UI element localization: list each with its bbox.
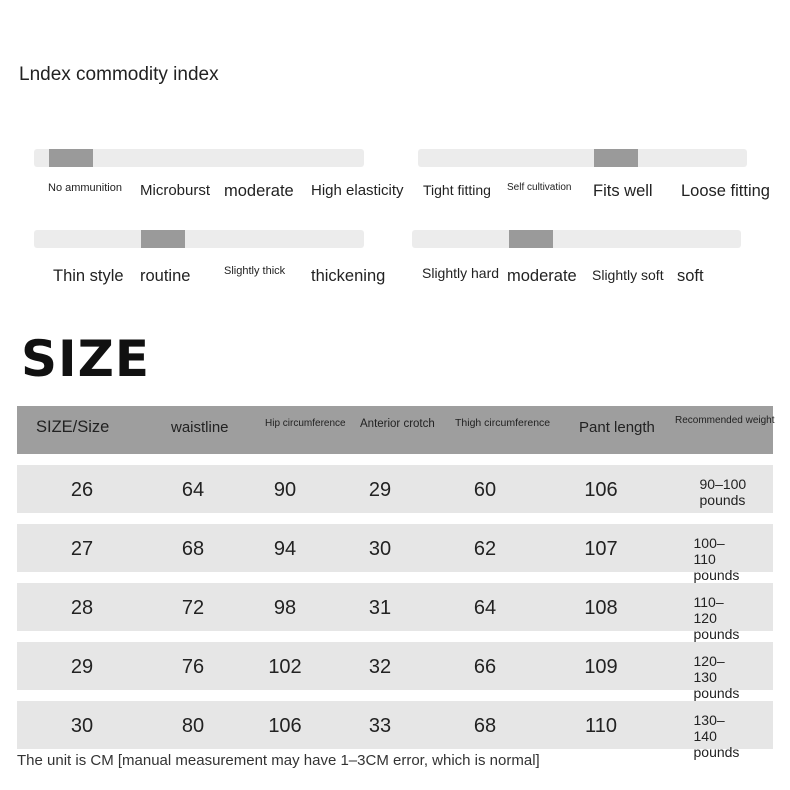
table-row xyxy=(17,524,773,583)
softness-option: Slightly soft xyxy=(592,267,664,283)
header-size: SIZE/Size xyxy=(36,418,110,436)
fit-option: Self cultivation xyxy=(507,182,572,193)
cell-hip: 94 xyxy=(273,538,297,560)
cell-recommended-weight: 110–120 pounds xyxy=(693,594,740,642)
softness-slider[interactable] xyxy=(412,230,741,248)
cell-waistline: 64 xyxy=(181,479,205,501)
cell-waistline: 72 xyxy=(181,597,205,619)
cell-waistline: 80 xyxy=(181,715,205,737)
cell-pant-length: 108 xyxy=(584,597,618,619)
thickness-option: Slightly thick xyxy=(224,265,286,277)
softness-option: moderate xyxy=(507,267,577,285)
thickness-slider[interactable] xyxy=(34,230,364,248)
thickness-option: routine xyxy=(140,267,191,285)
cell-pant-length: 110 xyxy=(585,715,617,737)
cell-recommended-weight: 100–110 pounds xyxy=(693,535,740,583)
cell-anterior-crotch: 33 xyxy=(368,715,392,737)
softness-option: Slightly hard xyxy=(422,265,500,281)
cell-thigh: 60 xyxy=(473,479,497,501)
cell-recommended-weight: 120–130 pounds xyxy=(693,653,740,701)
cell-thigh: 68 xyxy=(473,715,497,737)
cell-size: 26 xyxy=(70,479,94,501)
cell-hip: 106 xyxy=(268,715,302,737)
table-header xyxy=(17,406,773,454)
cell-size: 30 xyxy=(70,715,94,737)
fit-indicator xyxy=(594,149,638,167)
table-row xyxy=(17,583,773,642)
table-row xyxy=(17,701,773,760)
cell-pant-length: 107 xyxy=(584,538,618,560)
header-pant-length: Pant length xyxy=(579,419,655,436)
cell-hip: 102 xyxy=(268,656,302,678)
cell-pant-length: 109 xyxy=(584,656,618,678)
table-row xyxy=(17,465,773,513)
commodity-index-title: Lndex commodity index xyxy=(19,64,219,85)
size-heading: SIZE xyxy=(21,330,151,388)
cell-anterior-crotch: 30 xyxy=(368,538,392,560)
measurement-note: The unit is CM [manual measurement may have 1–3CM error, which is normal] xyxy=(17,752,540,769)
cell-recommended-weight: 90–100 pounds xyxy=(699,476,747,508)
cell-size: 27 xyxy=(70,538,94,560)
cell-size: 28 xyxy=(70,597,94,619)
thickness-option: Thin style xyxy=(53,267,124,285)
cell-anterior-crotch: 31 xyxy=(368,597,392,619)
header-waistline: waistline xyxy=(171,419,229,436)
header-thigh: Thigh circumference xyxy=(455,417,551,429)
fit-option: Tight fitting xyxy=(423,182,491,198)
fit-option: Fits well xyxy=(593,182,653,200)
header-hip: Hip circumference xyxy=(265,418,346,429)
cell-hip: 98 xyxy=(273,597,297,619)
cell-thigh: 64 xyxy=(473,597,497,619)
cell-thigh: 62 xyxy=(473,538,497,560)
elasticity-indicator xyxy=(49,149,93,167)
cell-waistline: 76 xyxy=(181,656,205,678)
table-row xyxy=(17,642,773,701)
fit-slider[interactable] xyxy=(418,149,747,167)
thickness-indicator xyxy=(141,230,185,248)
cell-anterior-crotch: 29 xyxy=(368,479,392,501)
cell-pant-length: 106 xyxy=(584,479,618,501)
cell-anterior-crotch: 32 xyxy=(368,656,392,678)
cell-recommended-weight: 130–140 pounds xyxy=(693,712,740,760)
header-anterior-crotch: Anterior crotch xyxy=(360,418,435,430)
elasticity-option: Microburst xyxy=(140,182,211,199)
cell-waistline: 68 xyxy=(181,538,205,560)
softness-indicator xyxy=(509,230,553,248)
header-recommended-weight: Recommended weight xyxy=(675,415,775,426)
elasticity-slider[interactable] xyxy=(34,149,364,167)
cell-thigh: 66 xyxy=(473,656,497,678)
fit-option: Loose fitting xyxy=(681,182,770,200)
cell-size: 29 xyxy=(70,656,94,678)
elasticity-option: No ammunition xyxy=(48,182,122,194)
thickness-option: thickening xyxy=(311,267,386,285)
elasticity-option: moderate xyxy=(224,182,294,200)
elasticity-option: High elasticity xyxy=(311,182,404,199)
softness-option: soft xyxy=(677,267,704,285)
cell-hip: 90 xyxy=(273,479,297,501)
